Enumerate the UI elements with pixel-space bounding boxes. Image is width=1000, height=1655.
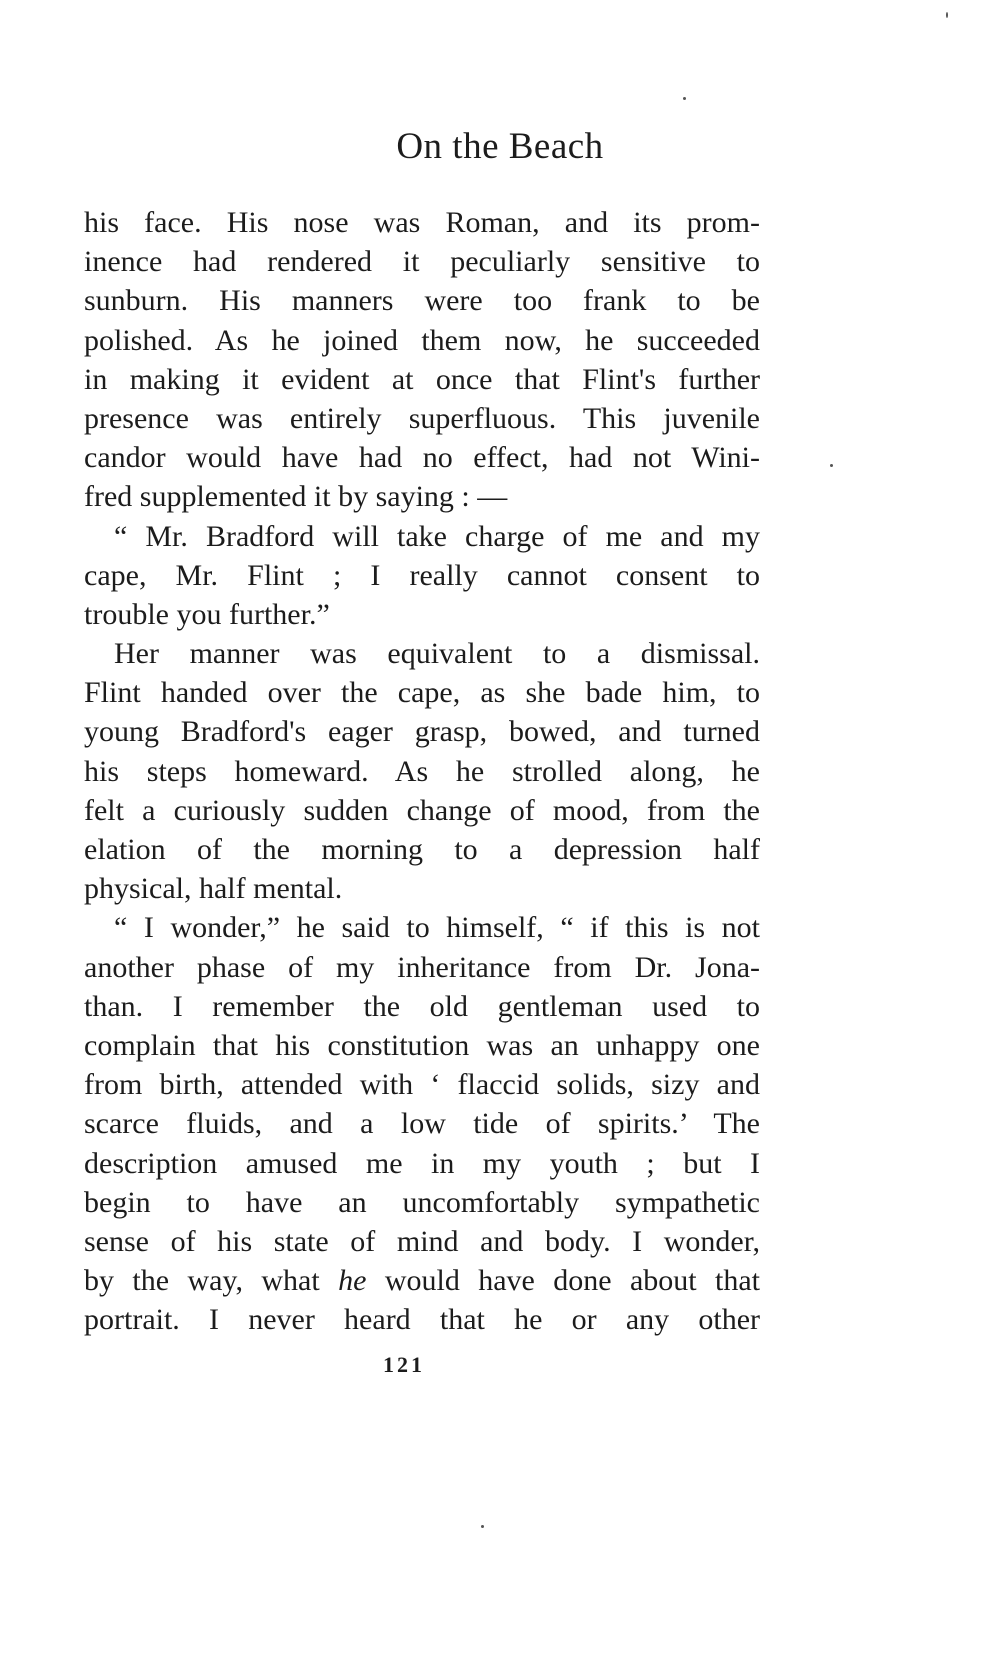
text-line: begin to have an uncomfortably sympathetic	[84, 1185, 760, 1219]
text-line: fred supplemented it by saying : —	[84, 480, 508, 514]
italic-text-fragment: he	[338, 1264, 367, 1298]
page-number: 121	[383, 1352, 425, 1377]
text-line: polished. As he joined them now, he succeeded	[84, 323, 760, 357]
text-line: sunburn. His manners were too frank to be	[84, 284, 760, 318]
text-line: in making it evident at once that Flint's further	[84, 362, 760, 396]
text-line: his steps homeward. As he strolled along, he	[84, 754, 760, 788]
paper-speck	[830, 464, 833, 467]
text-line: inence had rendered it peculiarly sensitive to	[84, 245, 760, 279]
text-line: description amused me in my youth ; but I	[84, 1146, 760, 1180]
paper-speck	[481, 1525, 484, 1528]
text-line: young Bradford's eager grasp, bowed, and turned	[84, 715, 760, 749]
text-line: Flint handed over the cape, as she bade him, to	[84, 676, 760, 710]
paper-speck	[946, 12, 948, 18]
body-text	[84, 203, 760, 1339]
text-line: felt a curiously sudden change of mood, from the	[84, 793, 760, 827]
text-line: his face. His nose was Roman, and its prom-	[84, 206, 760, 239]
text-line: another phase of my inheritance from Dr. Jona-	[84, 950, 760, 984]
text-fragment: would have done about that	[384, 1264, 761, 1298]
text-line: trouble you further.”	[84, 597, 330, 631]
text-line: sense of his state of mind and body. I wonder,	[84, 1224, 760, 1258]
text-line: from birth, attended with ‘ flaccid solids, sizy and	[84, 1068, 760, 1102]
text-line: complain that his constitution was an unhappy one	[84, 1028, 760, 1062]
text-line: than. I remember the old gentleman used to	[84, 989, 760, 1023]
text-line: “ Mr. Bradford will take charge of me and my	[114, 519, 760, 553]
text-line: Her manner was equivalent to a dismissal.	[114, 637, 760, 671]
text-line: candor would have had no effect, had not Wini-	[84, 441, 760, 475]
text-line-mixed	[84, 1261, 760, 1300]
text-line: scarce fluids, and a low tide of spirits.’ The	[84, 1107, 760, 1141]
text-line: “ I wonder,” he said to himself, “ if this is not	[114, 911, 760, 945]
text-line: portrait. I never heard that he or any other	[84, 1303, 760, 1337]
text-fragment: by the way, what	[84, 1264, 320, 1298]
text-line: presence was entirely superfluous. This juvenile	[84, 401, 760, 435]
text-line: physical, half mental.	[84, 872, 343, 906]
running-head: On the Beach	[396, 126, 604, 167]
text-line: elation of the morning to a depression half	[84, 833, 760, 866]
text-line: cape, Mr. Flint ; I really cannot consent to	[84, 558, 760, 592]
paper-speck	[683, 97, 686, 100]
